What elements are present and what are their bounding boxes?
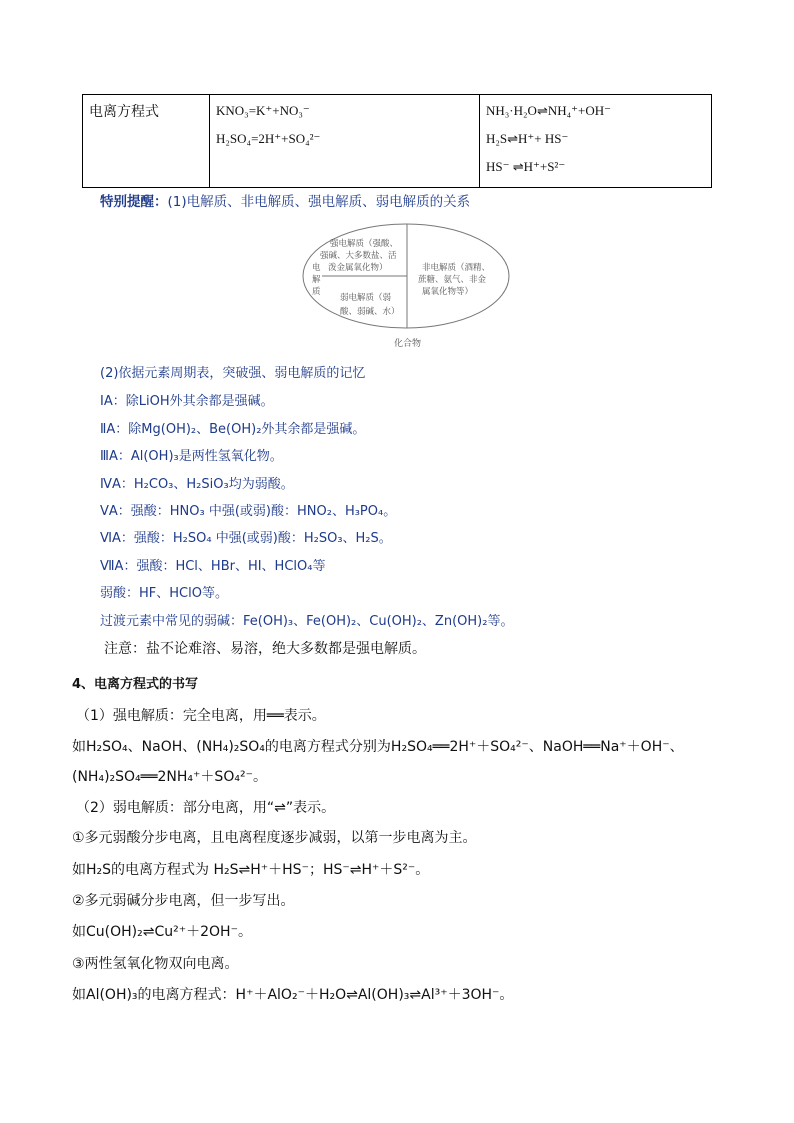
weak-equation: HS⁻ ⇌H⁺+S²⁻ [486,159,566,174]
special-tip [100,190,470,210]
paragraph: （1）强电解质：完全电离，用══表示。 [76,708,326,724]
paragraph: ①多元弱酸分步电离，且电离程度逐步减弱，以第一步电离为主。 [72,830,477,846]
ionization-table [82,94,712,188]
weak-label-1: 弱电解质（弱 [340,293,392,303]
nonelectrolyte-label-2: 蔗糖、氨气、非金 [418,275,487,285]
paragraph: (NH₄)₂SO₄══2NH₄⁺＋SO₄²⁻。 [72,769,267,785]
table-label: 电离方程式 [89,104,159,120]
strong-equations-cell [210,95,480,188]
paragraph: 如Al(OH)₃的电离方程式：H⁺＋AlO₂⁻＋H₂O⇌Al(OH)₃⇌Al³⁺＋3OH⁻。 [72,987,514,1003]
strong-equation: KNO₃=K⁺+NO₃⁻ [216,103,310,118]
electrolyte-char-3: 质 [312,287,321,297]
strong-label-3: 泼金属氧化物） [328,263,388,273]
paragraph: ③两性氢氧化物双向电离。 [72,956,239,972]
periodic-line: 过渡元素中常见的弱碱：Fe(OH)₃、Fe(OH)₂、Cu(OH)₂、Zn(OH)₂等。 [100,614,514,629]
strong-label-2: 强碱、大多数盐、活 [320,251,397,261]
electrolyte-char-2: 解 [312,275,321,285]
periodic-line: ⅢA：Al(OH)₃是两性氢氧化物。 [100,449,283,464]
periodic-line: 弱酸：HF、HClO等。 [100,586,228,601]
weak-label-2: 酸、弱碱、水） [340,307,400,317]
section-heading: 4、电离方程式的书写 [72,677,199,692]
periodic-intro: (2)依据元素周期表，突破强、弱电解质的记忆 [100,366,366,381]
weak-equation: H₂S⇌H⁺+ HS⁻ [486,131,569,146]
paragraph: 如H₂SO₄、NaOH、(NH₄)₂SO₄的电离方程式分别为H₂SO₄══2H⁺＋SO₄²⁻、NaOH══Na⁺＋OH⁻、 [72,739,684,755]
periodic-line: ⅦA：强酸：HCl、HBr、HI、HClO₄等 [100,559,326,574]
paragraph: 如H₂S的电离方程式为 H₂S⇌H⁺＋HS⁻；HS⁻⇌H⁺＋S²⁻。 [72,862,430,878]
periodic-line: ⅣA：H₂CO₃、H₂SiO₃均为弱酸。 [100,477,294,492]
periodic-line: ⅠA：除LiOH外其余都是强碱。 [100,394,274,409]
table-label-cell [83,95,210,188]
strong-label-1: 强电解质（强酸、 [330,239,399,249]
paragraph: ②多元弱碱分步电离，但一步写出。 [72,893,295,909]
tip-text: (1)电解质、非电解质、强电解质、弱电解质的关系 [167,194,471,210]
strong-equation: H₂SO₄=2H⁺+SO₄²⁻ [216,131,321,146]
weak-equation: NH₃·H₂O⇌NH₄⁺+OH⁻ [486,103,611,118]
electrolyte-char-1: 电 [312,263,321,273]
weak-equations-cell [480,95,712,188]
periodic-line: ⅥA：强酸：H₂SO₄ 中强(或弱)酸：H₂SO₃、H₂S。 [100,531,392,546]
diagram-caption: 化合物 [394,339,422,349]
periodic-line: ⅡA：除Mg(OH)₂、Be(OH)₂外其余都是强碱。 [100,422,366,437]
nonelectrolyte-label-1: 非电解质（酒精、 [422,263,491,273]
note: 注意：盐不论难溶、易溶，绝大多数都是强电解质。 [104,641,426,657]
paragraph: 如Cu(OH)₂⇌Cu²⁺＋2OH⁻。 [72,924,252,940]
tip-label: 特别提醒： [100,194,168,210]
electrolyte-venn-diagram [300,222,512,352]
nonelectrolyte-label-3: 属氧化物等） [422,287,474,297]
paragraph: （2）弱电解质：部分电离，用“⇌”表示。 [76,800,336,816]
periodic-line: ⅤA：强酸：HNO₃ 中强(或弱)酸：HNO₂、H₃PO₄。 [100,504,397,519]
